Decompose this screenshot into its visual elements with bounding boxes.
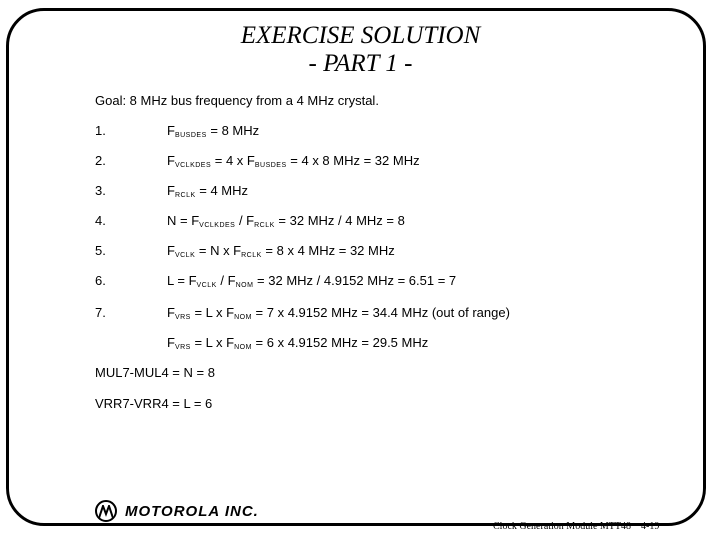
slide-frame	[6, 8, 706, 526]
expression-text: L = F	[167, 273, 197, 288]
step-number: 6.	[95, 273, 106, 288]
step-expression	[167, 243, 395, 259]
step-number: 2.	[95, 153, 106, 168]
subscript: VCLKDES	[174, 162, 212, 169]
step-expression	[167, 305, 510, 321]
subscript: RCLK	[254, 222, 275, 229]
expression-text: = L x F	[190, 305, 235, 320]
slide-title: EXERCISE SOLUTION	[240, 22, 481, 49]
expression-text: = 4 MHz	[195, 183, 249, 198]
expression-text: F	[167, 243, 175, 258]
expression-text: F	[167, 305, 175, 320]
step-number: 1.	[95, 123, 106, 138]
motorola-batwing-icon	[95, 500, 117, 522]
subscript: VCLK	[174, 252, 196, 259]
goal-text: Goal: 8 MHz bus frequency from a 4 MHz crystal.	[95, 93, 379, 108]
footer-module: Clock Generation Module MTT48	[493, 521, 632, 532]
subscript: BUSDES	[254, 162, 287, 169]
expression-text: = N x F	[195, 243, 242, 258]
step-expression	[167, 213, 405, 229]
expression-text: = L x F	[190, 335, 235, 350]
expression-text: = 8 MHz	[206, 123, 260, 138]
vrr-result: VRR7-VRR4 = L = 6	[95, 396, 213, 411]
subscript: NOM	[235, 282, 254, 289]
slide-subtitle: - PART 1 -	[308, 50, 413, 77]
step-expression	[167, 123, 259, 139]
expression-text: F	[167, 153, 175, 168]
expression-text: / F	[235, 213, 255, 228]
subscript: RCLK	[174, 192, 196, 199]
expression-text: = 4 x F	[211, 153, 255, 168]
subscript: VRS	[174, 314, 191, 321]
expression-text: F	[167, 123, 175, 138]
step-expression	[167, 273, 456, 289]
subscript: NOM	[234, 344, 252, 351]
footer-page-number: 4-19	[641, 521, 660, 532]
expression-text: = 32 MHz / 4.9152 MHz = 6.51 = 7	[253, 273, 457, 288]
expression-text: / F	[216, 273, 236, 288]
expression-text: = 32 MHz / 4 MHz = 8	[274, 213, 405, 228]
subscript: RCLK	[241, 252, 262, 259]
expression-text: F	[167, 335, 175, 350]
expression-text: = 7 x 4.9152 MHz = 34.4 MHz (out of range)	[251, 305, 510, 320]
step-expression	[167, 183, 248, 199]
subscript: VCLK	[196, 282, 217, 289]
expression-text: N = F	[167, 213, 200, 228]
subscript: VCLKDES	[199, 222, 236, 229]
subscript: VRS	[174, 344, 191, 351]
expression-text: = 6 x 4.9152 MHz = 29.5 MHz	[251, 335, 429, 350]
step-expression	[167, 335, 428, 351]
step-number: 3.	[95, 183, 106, 198]
subscript: BUSDES	[174, 132, 207, 139]
step-number: 7.	[95, 305, 106, 320]
mul-result: MUL7-MUL4 = N = 8	[95, 365, 215, 380]
step-number: 4.	[95, 213, 106, 228]
expression-text: F	[167, 183, 175, 198]
expression-text: = 8 x 4 MHz = 32 MHz	[261, 243, 395, 258]
subscript: NOM	[234, 314, 252, 321]
step-expression	[167, 153, 420, 169]
expression-text: = 4 x 8 MHz = 32 MHz	[286, 153, 420, 168]
step-number: 5.	[95, 243, 106, 258]
logo-text: MOTOROLA INC.	[125, 503, 259, 520]
